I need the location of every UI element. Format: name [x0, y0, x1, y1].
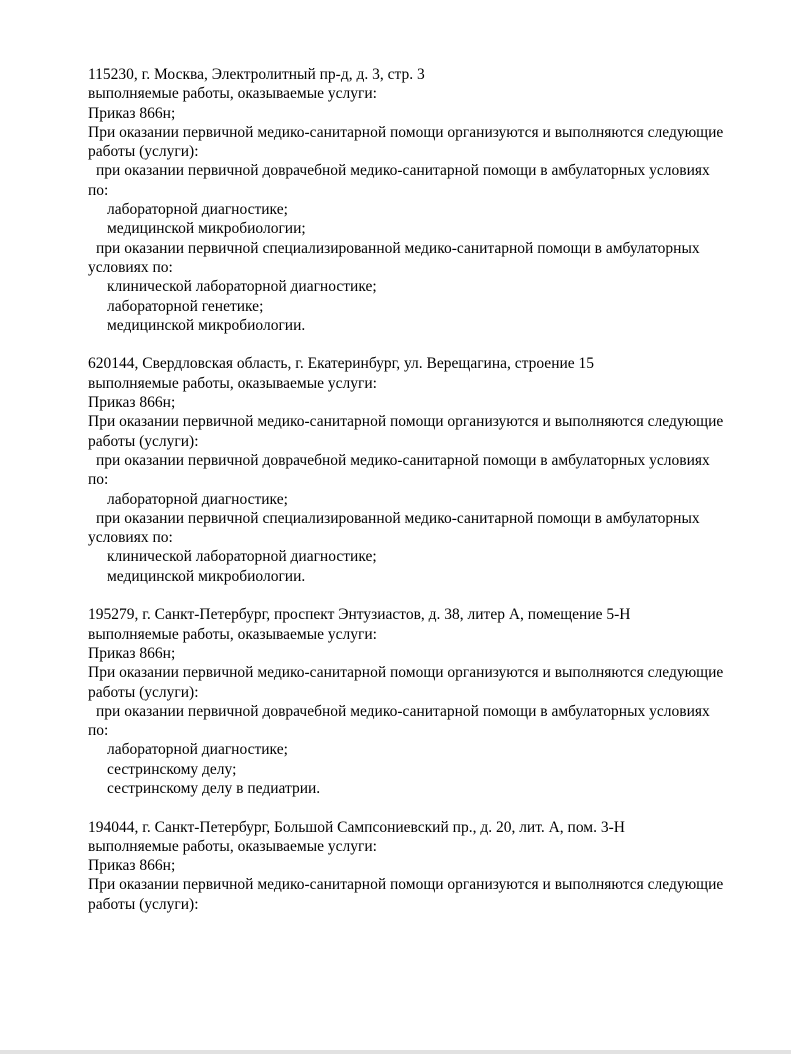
text-line: работы (услуги):: [88, 683, 199, 701]
services-header-line: выполняемые работы, оказываемые услуги:: [88, 85, 377, 103]
service-item-line: лабораторной генетике;: [107, 297, 264, 315]
document-content: [88, 65, 753, 914]
text-line: при оказании первичной доврачебной медико-санитарной помощи в амбулаторных условиях: [96, 451, 710, 469]
address-block: [88, 605, 753, 798]
services-header-line: выполняемые работы, оказываемые услуги:: [88, 625, 377, 643]
text-line: При оказании первичной медико-санитарной помощи организуются и выполняются следующие: [88, 413, 724, 431]
order-line: Приказ 866н;: [88, 857, 176, 875]
service-item-line: сестринскому делу;: [107, 760, 237, 778]
text-line: по:: [88, 471, 109, 489]
service-item-line: медицинской микробиологии.: [107, 567, 306, 585]
service-item-line: лабораторной диагностике;: [107, 490, 288, 508]
service-item-line: лабораторной диагностике;: [107, 741, 288, 759]
address-line: 115230, г. Москва, Электролитный пр-д, д. 3, стр. 3: [88, 66, 425, 83]
text-line: по:: [88, 181, 109, 199]
text-line: при оказании первичной специализированной медико-санитарной помощи в амбулаторных: [96, 239, 700, 257]
text-line: При оказании первичной медико-санитарной помощи организуются и выполняются следующие: [88, 123, 724, 141]
text-line: При оказании первичной медико-санитарной помощи организуются и выполняются следующие: [88, 876, 724, 894]
text-line: условиях по:: [88, 258, 173, 276]
service-item-line: клинической лабораторной диагностике;: [107, 548, 377, 566]
address-block: [88, 354, 753, 586]
address-line: 195279, г. Санкт-Петербург, проспект Энтузиастов, д. 38, литер А, помещение 5-Н: [88, 606, 631, 624]
text-line: работы (услуги):: [88, 143, 199, 161]
address-block: [88, 65, 753, 335]
address-line: 194044, г. Санкт-Петербург, Большой Сампсониевский пр., д. 20, лит. А, пом. 3-Н: [88, 818, 625, 836]
service-item-line: клинической лабораторной диагностике;: [107, 278, 377, 296]
service-item-line: лабораторной диагностике;: [107, 201, 288, 219]
order-line: Приказ 866н;: [88, 644, 176, 662]
address-line: 620144, Свердловская область, г. Екатеринбург, ул. Верещагина, строение 15: [88, 355, 595, 373]
text-line: при оказании первичной специализированной медико-санитарной помощи в амбулаторных: [96, 509, 700, 527]
horizontal-scrollbar[interactable]: [0, 1050, 791, 1054]
text-line: При оказании первичной медико-санитарной помощи организуются и выполняются следующие: [88, 664, 724, 682]
service-item-line: медицинской микробиологии;: [107, 220, 306, 238]
service-item-line: медицинской микробиологии.: [107, 316, 306, 334]
text-line: условиях по:: [88, 529, 173, 547]
text-line: работы (услуги):: [88, 432, 199, 450]
services-header-line: выполняемые работы, оказываемые услуги:: [88, 837, 377, 855]
text-line: работы (услуги):: [88, 895, 199, 913]
text-line: при оказании первичной доврачебной медико-санитарной помощи в амбулаторных условиях: [96, 162, 710, 180]
address-block: [88, 818, 753, 914]
services-header-line: выполняемые работы, оказываемые услуги:: [88, 374, 377, 392]
order-line: Приказ 866н;: [88, 394, 176, 412]
order-line: Приказ 866н;: [88, 104, 176, 122]
service-item-line: сестринскому делу в педиатрии.: [107, 779, 321, 797]
text-line: при оказании первичной доврачебной медико-санитарной помощи в амбулаторных условиях: [96, 702, 710, 720]
text-line: по:: [88, 722, 109, 740]
